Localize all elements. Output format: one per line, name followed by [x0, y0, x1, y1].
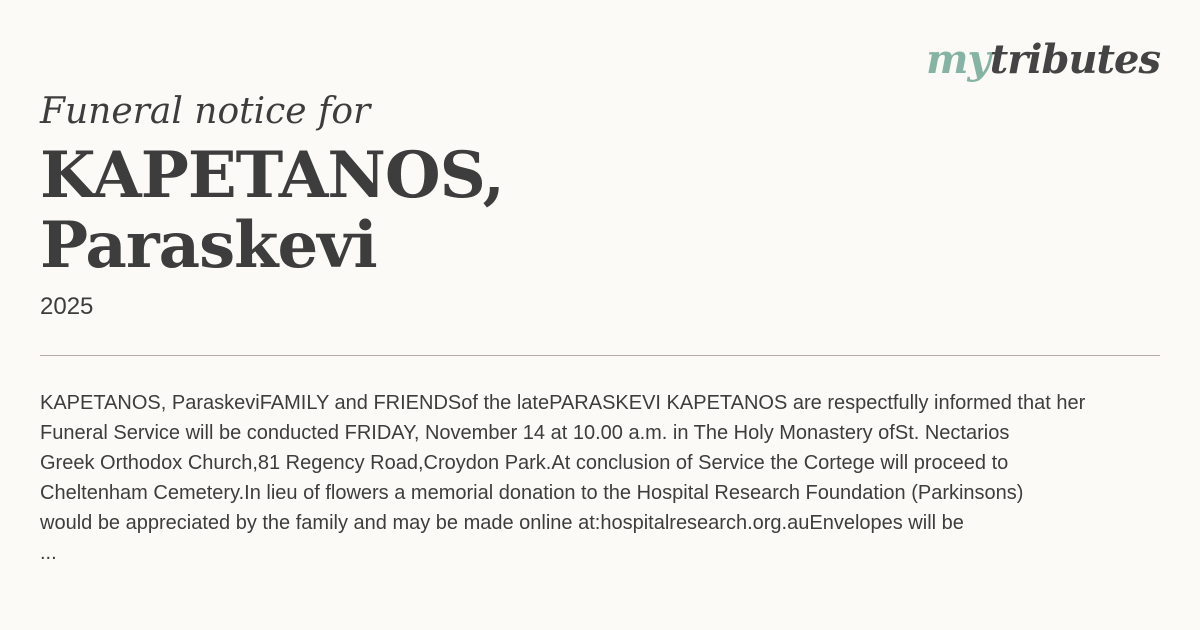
- deceased-name: [40, 138, 504, 283]
- logo-my: my: [926, 36, 990, 83]
- divider: [40, 355, 1160, 356]
- deceased-given-name: Paraskevi: [40, 208, 377, 283]
- deceased-surname: KAPETANOS,: [40, 138, 504, 213]
- notice-line: would be appreciated by the family and may be made online at:hospitalresearch.org.auEnvelopes will be: [40, 512, 964, 534]
- notice-line: Cheltenham Cemetery.In lieu of flowers a memorial donation to the Hospital Research Foundation (Parkinsons): [40, 482, 1024, 504]
- notice-line: Greek Orthodox Church,81 Regency Road,Croydon Park.At conclusion of Service the Cortege will proceed to: [40, 452, 1009, 474]
- notice-body: [40, 388, 1160, 568]
- mytributes-logo[interactable]: [926, 30, 1160, 90]
- notice-ellipsis: ...: [40, 542, 57, 564]
- notice-line: KAPETANOS, ParaskeviFAMILY and FRIENDSof the latePARASKEVI KAPETANOS are respectfully informed that her: [40, 392, 1086, 414]
- notice-line: Funeral Service will be conducted FRIDAY, November 14 at 10.00 a.m. in The Holy Monastery ofSt. Nectarios: [40, 422, 1010, 444]
- notice-year: 2025: [40, 293, 94, 320]
- notice-subtitle: Funeral notice for: [40, 91, 371, 132]
- logo-tributes: tributes: [989, 36, 1160, 83]
